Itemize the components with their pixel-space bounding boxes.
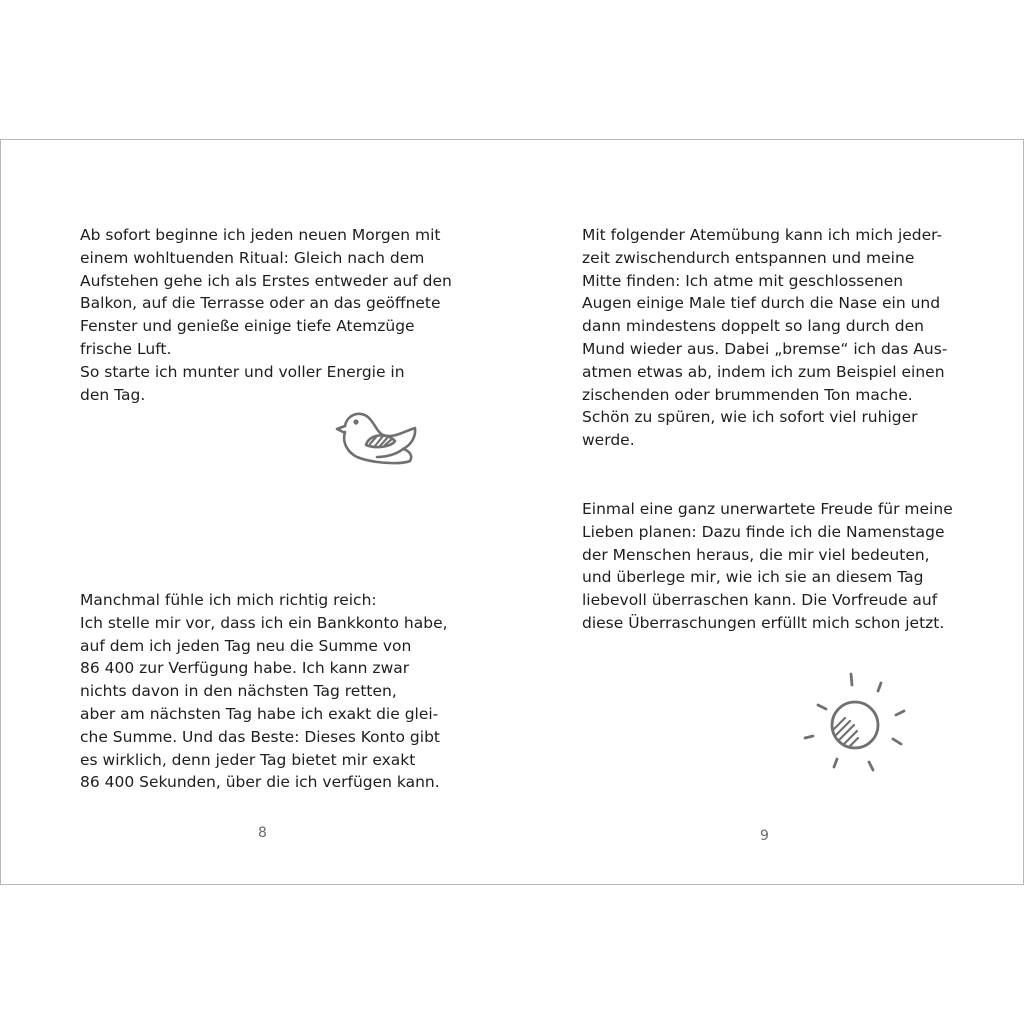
text-line: Balkon, auf die Terrasse oder an das geöffnete <box>80 294 441 313</box>
text-line: 86 400 zur Verfügung habe. Ich kann zwar <box>80 659 410 678</box>
text-line: atmen etwas ab, indem ich zum Beispiel einen <box>582 362 945 381</box>
text-line: diese Überraschungen erfüllt mich schon jetzt. <box>582 613 945 632</box>
text-line: der Menschen heraus, die mir viel bedeuten, <box>582 545 930 564</box>
text-line: che Summe. Und das Beste: Dieses Konto gibt <box>80 727 440 746</box>
right-paragraph-name-days <box>582 498 953 635</box>
left-paragraph-morning-ritual <box>80 224 452 406</box>
left-paragraph-bank-account <box>80 589 448 794</box>
text-line: Ich stelle mir vor, dass ich ein Bankkonto habe, <box>80 613 448 632</box>
text-line: den Tag. <box>80 385 146 404</box>
text-line: Aufstehen gehe ich als Erstes entweder auf den <box>80 271 452 290</box>
text-line: einem wohltuenden Ritual: Gleich nach dem <box>80 248 425 267</box>
text-line: und überlege mir, wie ich sie an diesem Tag <box>582 568 924 587</box>
text-line: Schön zu spüren, wie ich sofort viel ruhiger <box>582 408 918 427</box>
text-line: auf dem ich jeden Tag neu die Summe von <box>80 636 412 655</box>
text-line: werde. <box>582 431 635 450</box>
text-line: dann mindestens doppelt so lang durch den <box>582 317 924 336</box>
text-line: Manchmal fühle ich mich richtig reich: <box>80 591 377 609</box>
text-line: liebevoll überraschen kann. Die Vorfreude auf <box>582 591 938 610</box>
text-line: Einmal eine ganz unerwartete Freude für meine <box>582 500 953 518</box>
book-spread <box>0 139 1024 885</box>
text-line: zeit zwischendurch entspannen und meine <box>582 248 915 267</box>
sun-icon <box>797 667 913 783</box>
text-line: zischenden oder brummenden Ton mache. <box>582 385 913 404</box>
text-line: Augen einige Male tief durch die Nase ein und <box>582 294 941 313</box>
right-paragraph-breathing-exercise <box>582 224 947 452</box>
text-line: So starte ich munter und voller Energie in <box>80 362 405 381</box>
text-line: aber am nächsten Tag habe ich exakt die glei- <box>80 704 439 723</box>
text-line: Ab sofort beginne ich jeden neuen Morgen mit <box>80 226 441 244</box>
bird-icon <box>331 405 423 467</box>
page-number-left: 8 <box>258 825 267 841</box>
text-line: Fenster und genieße einige tiefe Atemzüge <box>80 317 415 336</box>
text-line: es wirklich, denn jeder Tag bietet mir exakt <box>80 750 416 769</box>
text-line: Lieben planen: Dazu finde ich die Namenstage <box>582 522 945 541</box>
text-line: 86 400 Sekunden, über die ich verfügen kann. <box>80 773 440 792</box>
text-line: frische Luft. <box>80 339 172 358</box>
text-line: Mund wieder aus. Dabei „bremse“ ich das Aus- <box>582 339 948 358</box>
page-number-right: 9 <box>760 828 769 844</box>
text-line: nichts davon in den nächsten Tag retten, <box>80 682 397 701</box>
text-line: Mit folgender Atemübung kann ich mich jeder- <box>582 226 943 244</box>
text-line: Mitte finden: Ich atme mit geschlossenen <box>582 271 904 290</box>
